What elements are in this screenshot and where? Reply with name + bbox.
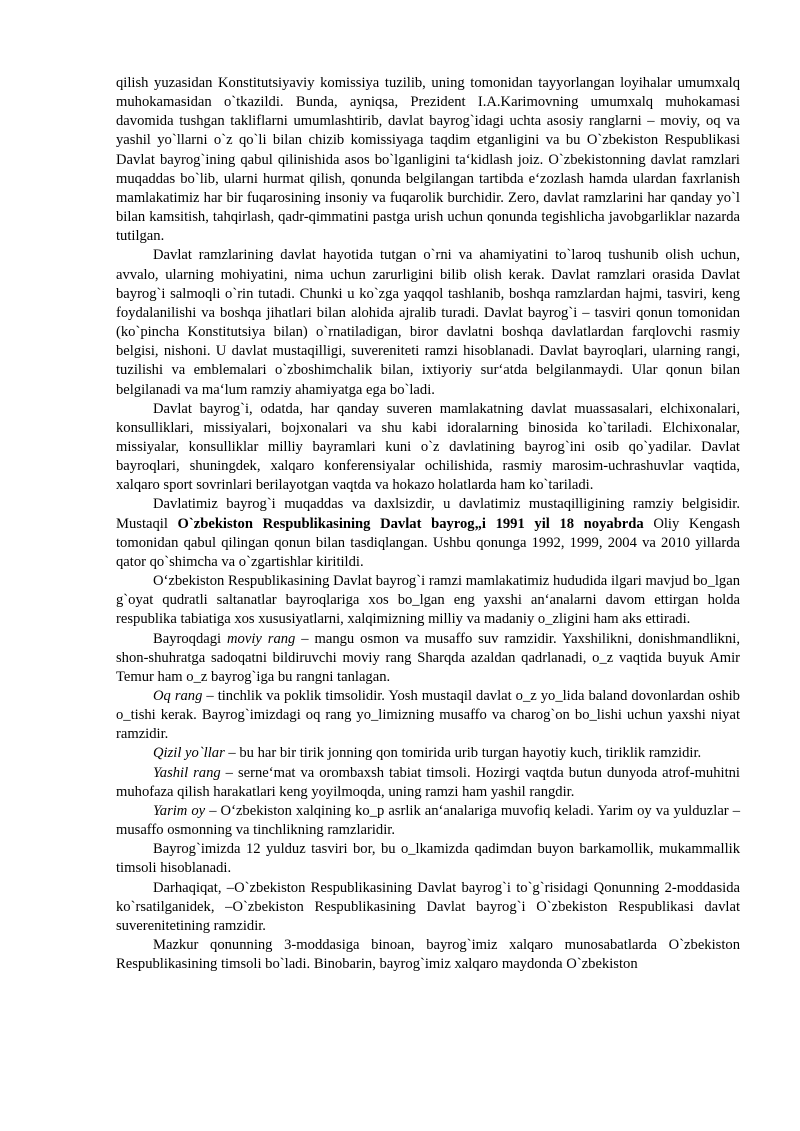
italic-term: Oq rang [153, 688, 203, 704]
text-run: – tinchlik va poklik timsolidir. Yosh mustaqil davlat o_z yo_lida baland dovonlardan oshib o_tishi kerak. Bayrog`imizdagi oq rang yo_limizning musaffo va charog`on bo_lishi uchun yaxshi niyat ramzidir. [116, 688, 740, 743]
text-run: O‘zbekiston Respublikasining Davlat bayrog`i ramzi mamlakatimiz hududida ilgari mavjud bo_lgan g`oyat qudratli saltanatlar bayroqlariga xos bo_lgan eng yaxshi an‘analarni davom ettirgan holda respublika tabiatiga xos xususiyatlarni, xalqimizning milliy va madaniy o_zligini ham aks ettiradi. [116, 573, 740, 628]
text-run: Bayrog`imizda 12 yulduz tasviri bor, bu o_lkamizda qadimdan buyon barkamollik, mukammallik timsoli hisoblanadi. [116, 841, 740, 877]
text-run: Bayroqdagi [153, 630, 228, 647]
paragraph [116, 840, 740, 878]
italic-term: Qizil yo`llar [153, 745, 225, 762]
text-run: Oliy Kengash tomonidan qabul qilingan qonun bilan tasdiqlangan. Ushbu qonunga 1992, 1999, 2004 va 2010 yillarda qator qo`shimcha va o`zgartishlar kiritildi. [116, 515, 740, 570]
document-page [116, 74, 740, 974]
paragraph [116, 495, 740, 572]
paragraph [116, 572, 740, 629]
italic-term: moviy rang [227, 630, 296, 647]
text-run: – O‘zbekiston xalqining ko_p asrlik an‘analariga muvofiq keladi. Yarim oy va yulduzlar – musaffo osmonning va tinchlikning ramzlaridir. [116, 802, 740, 839]
text-run: Mazkur qonunning 3-moddasiga binoan, bayrog`imiz xalqaro munosabatlarda O`zbekiston Respublikasining timsoli bo`ladi. Binobarin, bayrog`imiz xalqaro maydonda O`zbekiston [116, 937, 740, 973]
paragraph [116, 246, 740, 399]
text-run: – mangu osmon va musaffo suv ramzidir. Yaxshilikni, donishmandlikni, shon-shuhratga sadoqatni bildiruvchi moviy rang Sharqda azaldan qadrlanadi, o_z vaqtida buyuk Amir Temur ham o_z bayrog`iga bu rangni tanlagan. [116, 630, 740, 685]
text-run: qilish yuzasidan Konstitutsiyaviy komissiya tuzilib, uning tomonidan tayyorlangan loyihalar umumxalq muhokamasidan o`tkazildi. Bunda, ayniqsa, Prezident I.A.Karimovning umumxalq muhokamasi davomida tushgan takliflarni umumlashtirib, davlat bayrog`idagi uchta asosiy ranglarni – moviy, oq va yashil yo`llarni o`z qo`li bilan chizib komissiyaga taqdim etganligini va bu O`zbekiston Respublikasi Davlat bayrog`ining qabul qilinishida asos bo`lganligini ta‘kidlash joiz. O`zbekistonning davlat ramzlari muqaddas bo`lib, ularni hurmat qilish, qonunda belgilangan tartibda e‘zozlash hamda ulardan faxrlanish mamlakatimiz har bir fuqarosining insoniy va fuqarolik burchidir. Zero, davlat ramzlarini har qanday yo`l bilan kamsitish, tahqirlash, qadr-qimmatini pastga urish uchun qonunda tegishlicha javobgarliklar nazarda tutilgan. [116, 75, 740, 245]
italic-term: Yarim oy [153, 802, 206, 819]
paragraph [116, 744, 740, 763]
paragraph [116, 764, 740, 802]
paragraph [116, 687, 740, 744]
text-run: Davlat ramzlarining davlat hayotida tutgan o`rni va ahamiyatini to`laroq tushunib olish uchun, avvalo, ularning mohiyatini, nima uchun zarurligini bilib olish kerak. Davlat ramzlari orasida Davlat bayrog`i salmoqli o`rin tutadi. Chunki u ko`zga yaqqol tashlanib, boshqa ramzlardan hajmi, tasviri, keng foydalanilishi va boshqa jihatlari bilan alohida ajralib turadi. Davlat bayrog`i – tasviri qonun tomonidan (ko`pincha Konstitutsiya bilan) o`rnatiladigan, biror davlatni boshqa davlatlardan farqlovchi rasmiy belgisi, nishoni. U davlat mustaqilligi, suvereniteti ramzi hisoblanadi. Davlat bayroqlari, ularning rangi, tuzilishi va emblemalari o`zboshimchalik bilan, ixtiyoriy sur‘atda belgilanmaydi. Ular qonun bilan belgilanadi va ma‘lum ramziy ahamiyatga ega bo`ladi. [116, 247, 740, 398]
bold-text: O`zbekiston Respublikasining Davlat bayrog„i 1991 yil 18 noyabrda [177, 515, 644, 532]
text-run: Darhaqiqat, –O`zbekiston Respublikasining Davlat bayrog`i to`g`risidagi Qonunning 2-moddasida ko`rsatilganidek, –O`zbekiston Respublikasining Davlat bayrog`i O`zbekiston Respublikasi davlat suverenitetining ramzidir. [116, 879, 740, 934]
text-run: Davlat bayrog`i, odatda, har qanday suveren mamlakatning davlat muassasalari, elchixonalari, konsulliklari, missiyalari, bojxonalari va shu kabi idoralarning binosida ko`tariladi. Elchixonalar, missiyalar, konsulliklar milliy bayramlari kuni o`z davlatining bayrog`ini osib qo`yadilar. Davlat bayroqlari, shuningdek, xalqaro konferensiyalar ochilishida, rasmiy marosim-uchrashuvlar vaqtida, xalqaro sport sovrinlari berilayotgan vaqtda va hokazo holatlarda ham ko`tariladi. [116, 400, 740, 494]
paragraph [116, 879, 740, 936]
text-run: – bu har bir tirik jonning qon tomirida urib turgan hayotiy kuch, tiriklik ramzidir. [224, 745, 702, 762]
paragraph [116, 400, 740, 496]
italic-term: Yashil rang [153, 764, 221, 781]
paragraph [116, 936, 740, 974]
paragraph [116, 74, 740, 246]
paragraph [116, 802, 740, 840]
text-run: Davlatimiz bayrog`i muqaddas va daxlsizdir, u davlatimiz mustaqilligining ramziy belgisidir. Mustaqil [116, 496, 740, 532]
text-run: – serne‘mat va orombaxsh tabiat timsoli. Hozirgi vaqtda butun dunyoda atrof-muhitni muhofaza qilish harakatlari keng yoyilmoqda, uning ramzi ham yashil rangdir. [116, 764, 740, 800]
paragraph [116, 630, 740, 687]
